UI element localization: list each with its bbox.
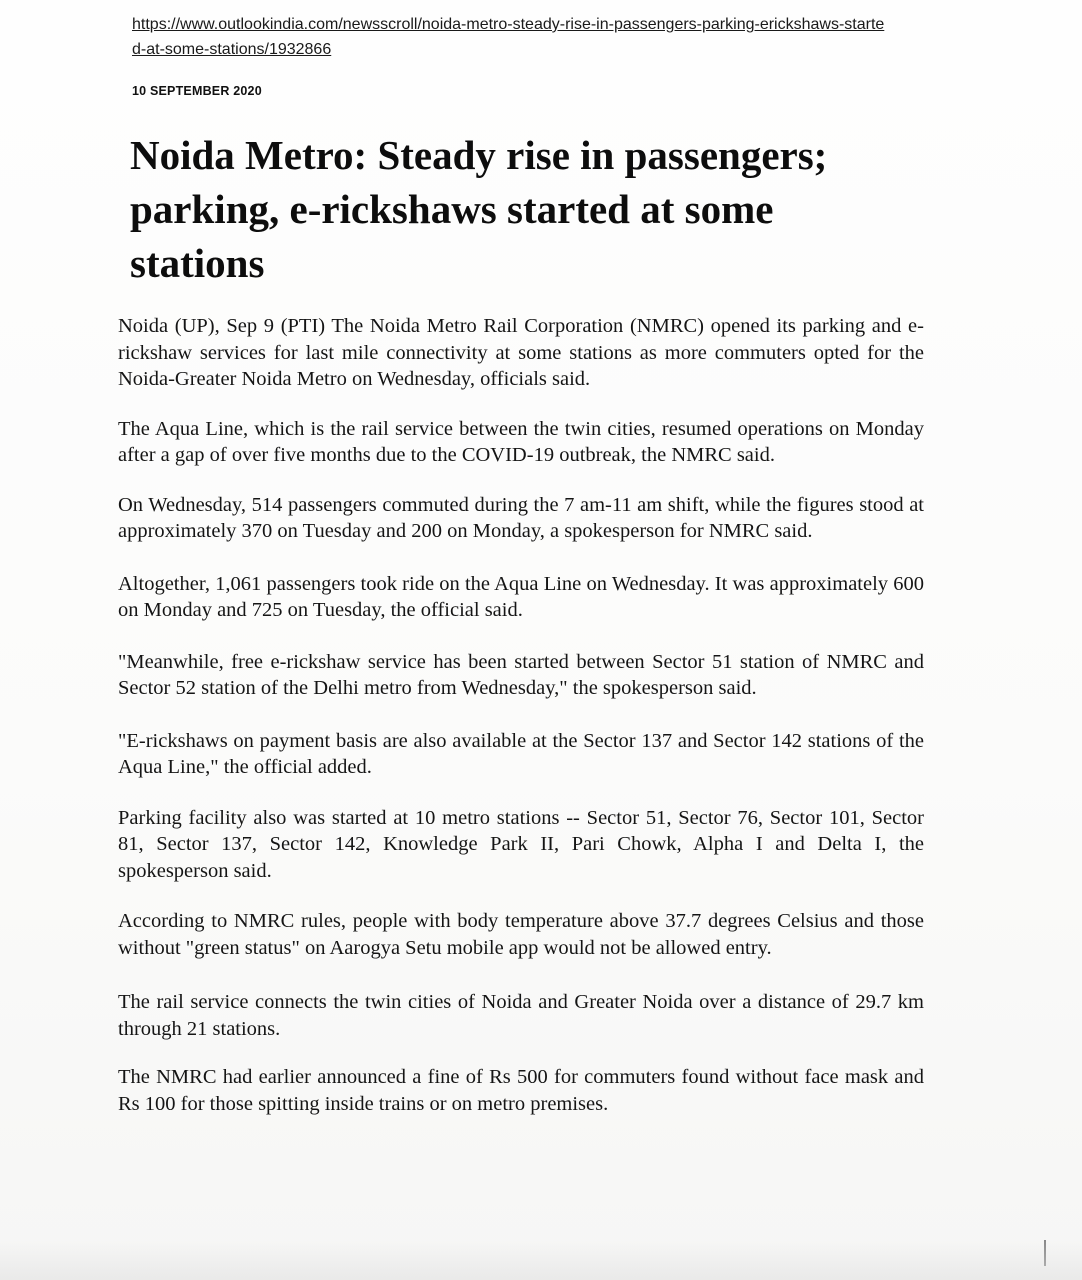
scan-bottom-shadow xyxy=(0,1240,1082,1280)
paragraph-1: Noida (UP), Sep 9 (PTI) The Noida Metro Rail Corporation (NMRC) opened its parking and e-rickshaw services for last mile connectivity at some stations as more commuters opted for the Noida-Greater Noida Metro on Wednesday, officials said. xyxy=(118,315,924,390)
paragraph-6: "E-rickshaws on payment basis are also available at the Sector 137 and Sector 142 stations of the Aqua Line," the official added. xyxy=(118,729,924,778)
paragraph-5: "Meanwhile, free e-rickshaw service has been started between Sector 51 station of NMRC and Sector 52 station of the Delhi metro from Wednesday," the spokesperson said. xyxy=(118,650,924,699)
paragraph-7: Parking facility also was started at 10 metro stations -- Sector 51, Sector 76, Sector 101, Sector 81, Sector 137, Sector 142, Knowledge Park II, Pari Chowk, Alpha I and Delta I, the spokesperson said. xyxy=(118,806,924,882)
paragraph-2: The Aqua Line, which is the rail service between the twin cities, resumed operations on Monday after a gap of over five months due to the COVID-19 outbreak, the NMRC said. xyxy=(118,417,924,466)
paragraph-9: The rail service connects the twin cities of Noida and Greater Noida over a distance of 29.7 km through 21 stations. xyxy=(118,991,924,1040)
paragraph-3: On Wednesday, 514 passengers commuted during the 7 am-11 am shift, while the figures stood at approximately 370 on Tuesday and 200 on Monday, a spokesperson for NMRC said. xyxy=(118,493,924,542)
article-headline: Noida Metro: Steady rise in passengers; parking, e-rickshaws started at some stations xyxy=(130,132,828,286)
article-body xyxy=(118,313,924,1117)
publication-date: 10 SEPTEMBER 2020 xyxy=(132,84,262,98)
source-url-link[interactable]: https://www.outlookindia.com/newsscroll/noida-metro-steady-rise-in-passengers-parking-erickshaws-started-at-some-stations/1932866 xyxy=(132,16,885,58)
paragraph-10: The NMRC had earlier announced a fine of Rs 500 for commuters found without face mask and Rs 100 for those spitting inside trains or on metro premises. xyxy=(118,1066,924,1115)
paragraph-8: According to NMRC rules, people with body temperature above 37.7 degrees Celsius and those without "green status" on Aarogya Setu mobile app would not be allowed entry. xyxy=(118,910,924,959)
paragraph-4: Altogether, 1,061 passengers took ride on the Aqua Line on Wednesday. It was approximately 600 on Monday and 725 on Tuesday, the official said. xyxy=(118,572,924,621)
